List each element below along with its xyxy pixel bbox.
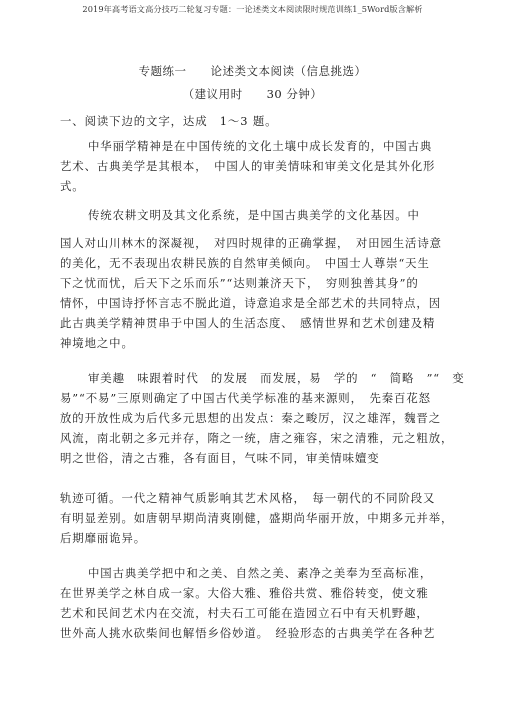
paragraph-4-line-3: 后期靡丽诡异。 <box>60 531 147 545</box>
paragraph-2-line-4: 下之忧而忧，后天下之乐而乐”“达则兼济天下， 穷则独善其身”的 <box>60 276 419 290</box>
paragraph-5-line-2: 在世界美学之林自成一家。大俗大雅、雅俗共赏、雅俗转变，使文雅 <box>60 586 429 600</box>
paragraph-5-line-1: 中国古典美学把中和之美、自然之美、素净之美奉为至高标准， <box>88 566 433 580</box>
paragraph-3-line-4: 风流，南北朝之多元并存，隋之一统，唐之雍容，宋之清雅，元之粗放， <box>60 431 454 445</box>
paragraph-3-line-2: 易”“不易”三原则确定了中国古代美学标准的基来源则， 先秦百花怒 <box>60 391 431 405</box>
paragraph-2-line-2: 国人对山川林木的深凝视， 对四时规律的正确掌握， 对田园生活诗意 <box>60 236 442 250</box>
paragraph-2-line-5: 情怀，中国诗抒怀言志不脱此道，诗意追求是全部艺术的共同特点，因 <box>60 296 442 310</box>
paragraph-2-line-1: 传统农耕文明及其文化系统，是中国古典美学的文化基因。中 <box>88 208 420 222</box>
document-title: 专题练一 论述类文本阅读（信息挑选） <box>138 64 367 78</box>
time-suggestion: （建议用时 30 分钟） <box>182 87 323 101</box>
paragraph-5-line-4: 世外高人挑水砍柴间也解悟乡俗妙道。 经验形态的古典美学在各种艺 <box>60 626 436 640</box>
paragraph-2-line-7: 神境地之中。 <box>60 336 134 350</box>
paragraph-1-line-3: 式。 <box>60 179 85 193</box>
document-header: 2019年高考语文高分技巧二轮复习专题：一论述类文本阅读限时规范训练1_5Word版含解析 <box>82 4 423 14</box>
paragraph-3-line-5: 明之世俗，清之古雅，各有面目，气味不同，审美情味嬗变 <box>60 451 380 465</box>
paragraph-4-line-2: 有明显差别。如唐朝早期尚清爽刚健，盛期尚华丽开放，中期多元并举， <box>60 511 454 525</box>
paragraph-5-line-3: 艺术和民间艺术内在交流，村夫石工可能在造园立石中有天机野趣， <box>60 606 429 620</box>
paragraph-2-line-6: 此古典美学精神贯串于中国人的生活态度、 感情世界和艺术创建及精 <box>60 316 436 330</box>
question-instruction: 一、阅读下边的文字，达成 1～3 题。 <box>60 114 278 128</box>
paragraph-3-line-1: 审美趣 味跟着时代 的发展 而发展，易 学的 “ 简略 ”“ 变 <box>88 371 465 385</box>
paragraph-1-line-2: 艺术、古典美学是其根本， 中国人的审美情味和审美文化是其外化形 <box>60 159 436 173</box>
paragraph-2-line-3: 的美化，无不表现出农耕民族的自然审美倾向。 中国士人尊崇“天生 <box>60 256 430 270</box>
paragraph-3-line-3: 放的开放性成为后代多元思想的出发点：秦之畯厉，汉之雄浑，魏晋之 <box>60 411 442 425</box>
paragraph-4-line-1: 轨迹可循。一代之精神气质影响其艺术风格， 每一朝代的不同阶段又 <box>60 491 436 505</box>
paragraph-1-line-1: 中华丽学精神是在中国传统的文化土壤中成长发育的，中国古典 <box>88 139 433 153</box>
